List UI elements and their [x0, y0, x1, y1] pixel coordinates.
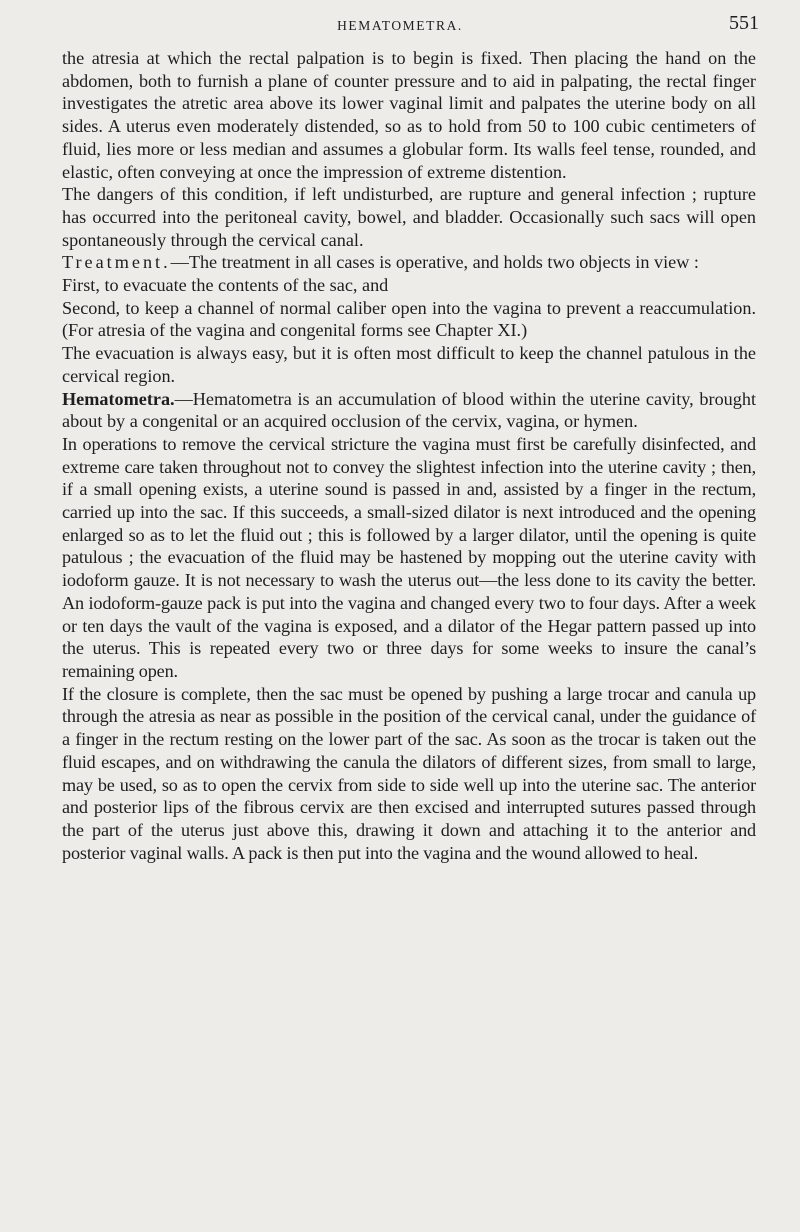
paragraph-closure: If the closure is complete, then the sac must be opened by pushing a large trocar and canula up through the atresia as near as possible in the position of the cervical canal, under the guidance of a finger in the rectum resting on the lower part of the sac. As soon as the trocar is taken out the fluid escapes, and on withdrawing the canula the dilators of different sizes, from small to large, may be used, so as to open the cervix from side to side well up into the uterine sac. The anterior and posterior lips of the fibrous cervix are then excised and interrupted sutures passed through the part of the uterus just above this, drawing it down and attaching it to the anterior and posterior vaginal walls. A pack is then put into the vagina and the wound allowed to heal.	[62, 683, 756, 863]
running-head	[0, 12, 800, 38]
paragraph-hematometra	[62, 388, 756, 433]
paragraph-evacuation: The evacuation is always easy, but it is often most difficult to keep the channel patulous in the cervical region.	[62, 343, 756, 386]
treatment-text: —The treatment in all cases is operative, and holds two objects in view :	[170, 252, 699, 273]
running-title: HEMATOMETRA.	[337, 18, 463, 33]
paragraph-dangers: The dangers of this condition, if left undisturbed, are rupture and general infection ; rupture has occurred into the peritoneal cavity, bowel, and bladder. Occasionally such sacs will open spontaneously through the cervical canal.	[62, 184, 756, 250]
paragraph-treatment	[62, 251, 756, 274]
hematometra-text: —Hematometra is an accumulation of blood within the uterine cavity, brought about by a congenital or an acquired occlusion of the cervix, vagina, or hymen.	[62, 388, 756, 432]
treatment-heading: Treatment.	[62, 252, 171, 273]
paragraph-first: First, to evacuate the contents of the sac, and	[62, 275, 389, 296]
page-number: 551	[729, 12, 759, 34]
body-text	[62, 47, 756, 864]
paragraph-palpation: the atresia at which the rectal palpation is to begin is fixed. Then placing the hand on the abdomen, both to furnish a plane of counter pressure and to aid in palpating, the rectal finger investigates the atretic area above its lower vaginal limit and palpates the uterine body on all sides. A uterus even moderately distended, so as to hold from 50 to 100 cubic centimeters of fluid, lies more or less median and assumes a globular form. Its walls feel tense, rounded, and elastic, often conveying at once the impression of extreme distention.	[62, 48, 756, 182]
paragraph-operations: In operations to remove the cervical stricture the vagina must first be carefully disinfected, and extreme care taken throughout not to convey the slightest infection into the uterine cavity ; then, if a small opening exists, a uterine sound is passed in and, assisted by a finger in the rectum, carried up into the sac. If this succeeds, a small-sized dilator is next introduced and the opening enlarged so as to let the fluid out ; this is followed by a larger dilator, until the opening is quite patulous ; the evacuation of the fluid may be hastened by mopping out the uterine cavity with iodoform gauze. It is not necessary to wash the uterus out—the less done to its cavity the better. An iodoform-gauze pack is put into the vagina and changed every two to four days. After a week or ten days the vault of the vagina is exposed, and a dilator of the Hegar pattern passed up into the uterus. This is repeated every two or three days for some weeks to insure the canal’s remaining open.	[62, 433, 756, 681]
hematometra-heading: Hematometra.	[62, 388, 175, 409]
paragraph-second: Second, to keep a channel of normal caliber open into the vagina to prevent a reaccumulation. (For atresia of the vagina and congenital forms see Chapter XI.)	[62, 297, 756, 341]
